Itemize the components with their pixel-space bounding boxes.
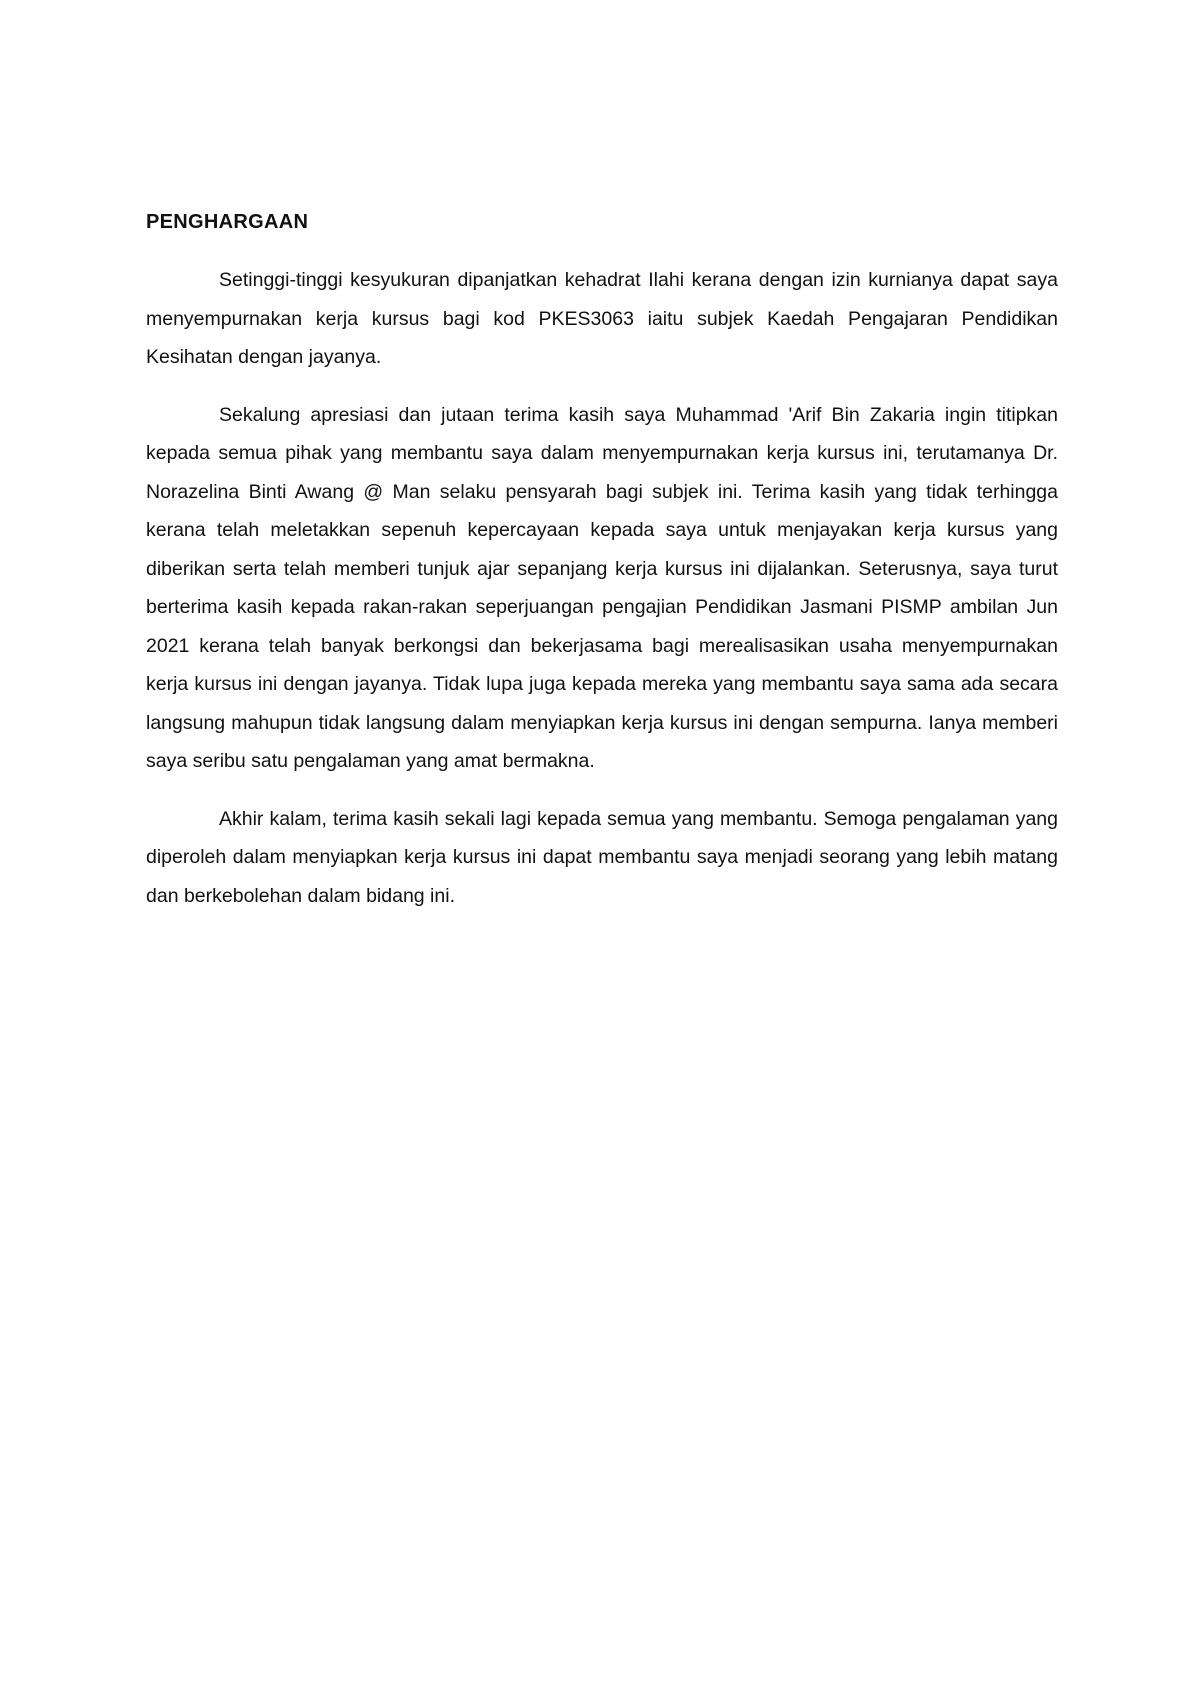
paragraph-gratitude: Setinggi-tinggi kesyukuran dipanjatkan kehadrat Ilahi kerana dengan izin kurnianya dapat saya menyempurnakan kerja kursus bagi kod PKES3063 iaitu subjek Kaedah Pengajaran Pendidikan Kesihatan dengan jayanya. — [146, 269, 1058, 368]
document-body — [146, 207, 1058, 934]
paragraph-appreciation: Sekalung apresiasi dan jutaan terima kasih saya Muhammad 'Arif Bin Zakaria ingin titipkan kepada semua pihak yang membantu saya dalam menyempurnakan kerja kursus ini, terutamanya Dr. Norazelina Binti Awang @ Man selaku pensyarah bagi subjek ini. Terima kasih yang tidak terhingga kerana telah meletakkan sepenuh kepercayaan kepada saya untuk menjayakan kerja kursus yang diberikan serta telah memberi tunjuk ajar sepanjang kerja kursus ini dijalankan. Seterusnya, saya turut berterima kasih kepada rakan-rakan seperjuangan pengajian Pendidikan Jasmani PISMP ambilan Jun 2021 kerana telah banyak berkongsi dan bekerjasama bagi merealisasikan usaha menyempurnakan kerja kursus ini dengan jayanya. Tidak lupa juga kepada mereka yang membantu saya sama ada secara langsung mahupun tidak langsung dalam menyiapkan kerja kursus ini dengan sempurna. Ianya memberi saya seribu satu pengalaman yang amat bermakna. — [146, 403, 1058, 772]
page-title: PENGHARGAAN — [146, 211, 309, 233]
paragraph-closing: Akhir kalam, terima kasih sekali lagi kepada semua yang membantu. Semoga pengalaman yang diperoleh dalam menyiapkan kerja kursus ini dapat membantu saya menjadi seorang yang lebih matang dan berkebolehan dalam bidang ini. — [146, 807, 1058, 907]
